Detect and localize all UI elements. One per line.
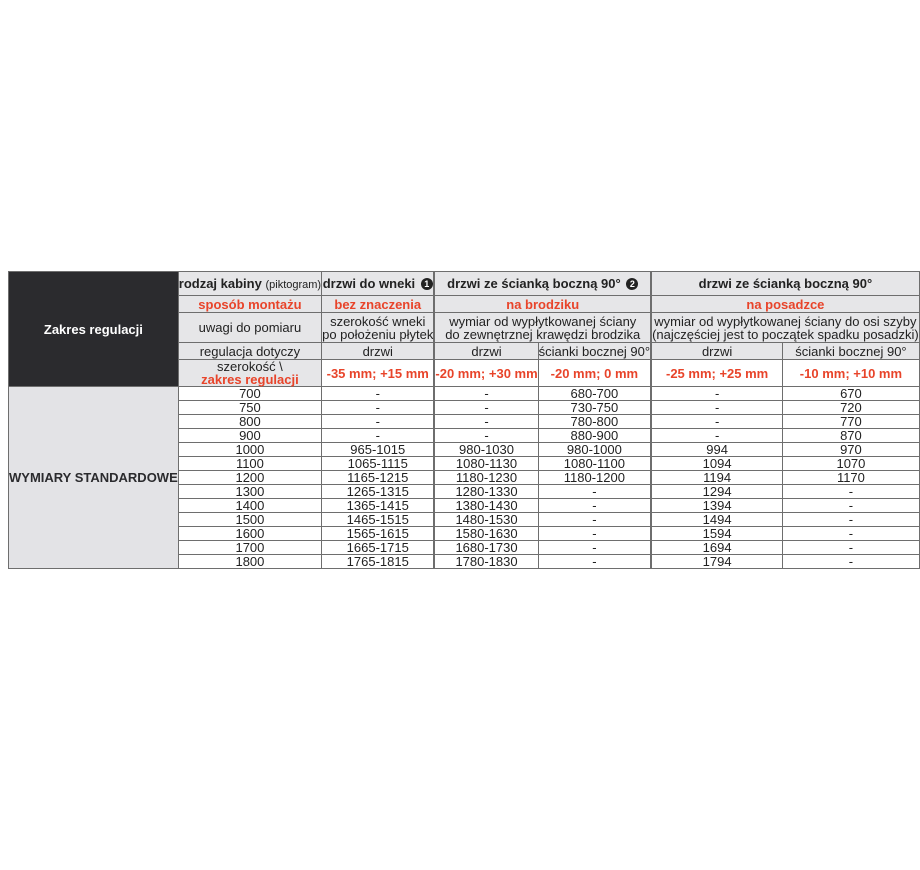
- group2-title: [435, 272, 651, 296]
- group3-door-cell: -: [652, 429, 783, 443]
- group3-side-wall-cell: 870: [783, 429, 920, 443]
- group1-door-cell: -: [322, 429, 434, 443]
- group3-door-cell: 1294: [652, 485, 783, 499]
- group2-side-wall-cell: 780-800: [538, 415, 650, 429]
- group1-door-cell: 1165-1215: [322, 471, 434, 485]
- cabin-type-text: rodzaj kabiny: [178, 275, 262, 291]
- group1-notes: [322, 313, 434, 343]
- group3-door-cell: -: [652, 387, 783, 401]
- group1-door-cell: -: [322, 387, 434, 401]
- group3-side-wall-cell: -: [783, 513, 920, 527]
- group3-mounting: na posadzce: [652, 296, 920, 313]
- group1-note-line2: po położeniu płytek: [322, 326, 434, 342]
- group1-door-cell: 1465-1515: [322, 513, 434, 527]
- group1-title: [322, 272, 434, 296]
- width-cell: 750: [178, 401, 321, 415]
- group3-side-wall-cell: 770: [783, 415, 920, 429]
- group3-side-wall-cell: -: [783, 527, 920, 541]
- group1-door-cell: 1065-1115: [322, 457, 434, 471]
- group1-door-cell: -: [322, 415, 434, 429]
- group2-door-cell: -: [435, 401, 538, 415]
- group3-side-wall-cell: -: [783, 485, 920, 499]
- group2-side-wall-cell: 980-1000: [538, 443, 650, 457]
- group3-side-wall-cell: -: [783, 555, 920, 569]
- group3-door-cell: 1394: [652, 499, 783, 513]
- width-cell: 1400: [178, 499, 321, 513]
- group2-applies-side-wall: ścianki bocznej 90°: [538, 343, 651, 359]
- group2-door-cell: 1380-1430: [435, 499, 538, 513]
- group1-door-cell: 1765-1815: [322, 555, 434, 569]
- group2-note-line2: do zewnętrznej krawędzi brodzika: [445, 326, 641, 342]
- group3-note-line2: (najczęściej jest to początek spadku posadzki): [652, 326, 919, 342]
- width-cell: 700: [178, 387, 321, 401]
- group3-door-cell: 994: [652, 443, 783, 457]
- group3-side-wall-cell: 670: [783, 387, 920, 401]
- group2-door-cell: -: [435, 429, 538, 443]
- group2-side-wall-cell: 1180-1200: [538, 471, 650, 485]
- width-cell: 1300: [178, 485, 321, 499]
- group1-door-cell: 1565-1615: [322, 527, 434, 541]
- group3-door-cell: 1094: [652, 457, 783, 471]
- group2-door-cell: 1080-1130: [435, 457, 538, 471]
- group3-applies-door: drzwi: [652, 343, 783, 360]
- width-cell: 900: [178, 429, 321, 443]
- group2-door-cell: -: [435, 387, 538, 401]
- width-cell: 1100: [178, 457, 321, 471]
- group2-door-cell: 1680-1730: [435, 541, 538, 555]
- group1-title-text: drzwi do wneki: [322, 276, 416, 291]
- table-row: [9, 387, 920, 401]
- measurement-notes-label: uwagi do pomiaru: [178, 313, 321, 343]
- group3-door-cell: 1794: [652, 555, 783, 569]
- group3-door-cell: -: [652, 401, 783, 415]
- group2-door-cell: 980-1030: [435, 443, 538, 457]
- group1-note-line1: szerokość wneki: [330, 313, 426, 329]
- group2-title-text: drzwi ze ścianką boczną 90°: [447, 276, 621, 291]
- group3-notes: [652, 313, 920, 343]
- group3-side-wall-cell: 1170: [783, 471, 920, 485]
- group3-side-wall-cell: 970: [783, 443, 920, 457]
- width-cell: 1500: [178, 513, 321, 527]
- adjustment-table: [8, 271, 920, 569]
- applies-to-label: regulacja dotyczy: [178, 343, 321, 360]
- group2-side-wall-cell: 1080-1100: [538, 457, 650, 471]
- adjust-range-label-text: zakres regulacji: [201, 372, 299, 387]
- group1-door-cell: 1265-1315: [322, 485, 434, 499]
- group3-side-wall-cell: 720: [783, 401, 920, 415]
- group2-side-wall-cell: 730-750: [538, 401, 650, 415]
- group1-door-cell: -: [322, 401, 434, 415]
- group3-title: drzwi ze ścianką boczną 90°: [652, 272, 920, 296]
- group2-side-wall-cell: -: [538, 555, 650, 569]
- group3-door-cell: 1194: [652, 471, 783, 485]
- group2-side-wall-cell: 880-900: [538, 429, 650, 443]
- group2-range-side-wall: -20 mm; 0 mm: [538, 360, 650, 387]
- group3-door-cell: 1594: [652, 527, 783, 541]
- standard-dimensions-label: WYMIARY STANDARDOWE: [9, 387, 179, 569]
- group3-side-wall-cell: -: [783, 541, 920, 555]
- group2-side-wall-cell: -: [538, 485, 650, 499]
- group3-side-wall-cell: 1070: [783, 457, 920, 471]
- number-badge-2-icon: 2: [626, 278, 638, 290]
- group2-door-cell: 1580-1630: [435, 527, 538, 541]
- group2-door-cell: 1780-1830: [435, 555, 538, 569]
- group2-door-cell: 1180-1230: [435, 471, 538, 485]
- group1-applies-door: drzwi: [322, 343, 434, 360]
- group3-side-wall-cell: -: [783, 499, 920, 513]
- width-cell: 1600: [178, 527, 321, 541]
- group2-door-cell: 1280-1330: [435, 485, 538, 499]
- pictogram-text: (piktogram): [265, 278, 322, 291]
- cabin-type-label: [178, 272, 321, 296]
- group3-door-cell: 1494: [652, 513, 783, 527]
- group3-door-cell: 1694: [652, 541, 783, 555]
- group2-notes: [435, 313, 651, 343]
- adjustment-range-label: Zakres regulacji: [9, 272, 179, 387]
- group1-range-door: -35 mm; +15 mm: [322, 360, 434, 387]
- group3-applies-side-wall: ścianki bocznej 90°: [783, 343, 920, 360]
- group2-door-cell: 1480-1530: [435, 513, 538, 527]
- group3-range-door: -25 mm; +25 mm: [652, 360, 783, 387]
- group2-mounting: na brodziku: [435, 296, 651, 313]
- group1-door-cell: 1365-1415: [322, 499, 434, 513]
- group2-side-wall-cell: -: [538, 513, 650, 527]
- group1-door-cell: 1665-1715: [322, 541, 434, 555]
- width-cell: 800: [178, 415, 321, 429]
- group3-range-side-wall: -10 mm; +10 mm: [783, 360, 920, 387]
- group2-side-wall-cell: -: [538, 541, 650, 555]
- group2-side-wall-cell: 680-700: [538, 387, 650, 401]
- group2-range-door: -20 mm; +30 mm: [435, 360, 538, 387]
- mounting-method-label: sposób montażu: [178, 296, 321, 313]
- spec-table-wrapper: [8, 271, 920, 569]
- group3-note-line1: wymiar od wypłytkowanej ściany do osi szyby: [654, 313, 917, 329]
- width-cell: 1800: [178, 555, 321, 569]
- group2-door-cell: -: [435, 415, 538, 429]
- group2-side-wall-cell: -: [538, 527, 650, 541]
- number-badge-1-icon: 1: [421, 278, 433, 290]
- group1-mounting: bez znaczenia: [322, 296, 434, 313]
- width-range-label: [178, 360, 321, 387]
- width-label-text: szerokość \: [217, 359, 283, 374]
- group3-door-cell: -: [652, 415, 783, 429]
- width-cell: 1200: [178, 471, 321, 485]
- group2-note-line1: wymiar od wypłytkowanej ściany: [449, 313, 637, 329]
- width-cell: 1000: [178, 443, 321, 457]
- group2-applies-door: drzwi: [435, 343, 538, 360]
- group1-door-cell: 965-1015: [322, 443, 434, 457]
- width-cell: 1700: [178, 541, 321, 555]
- group2-side-wall-cell: -: [538, 499, 650, 513]
